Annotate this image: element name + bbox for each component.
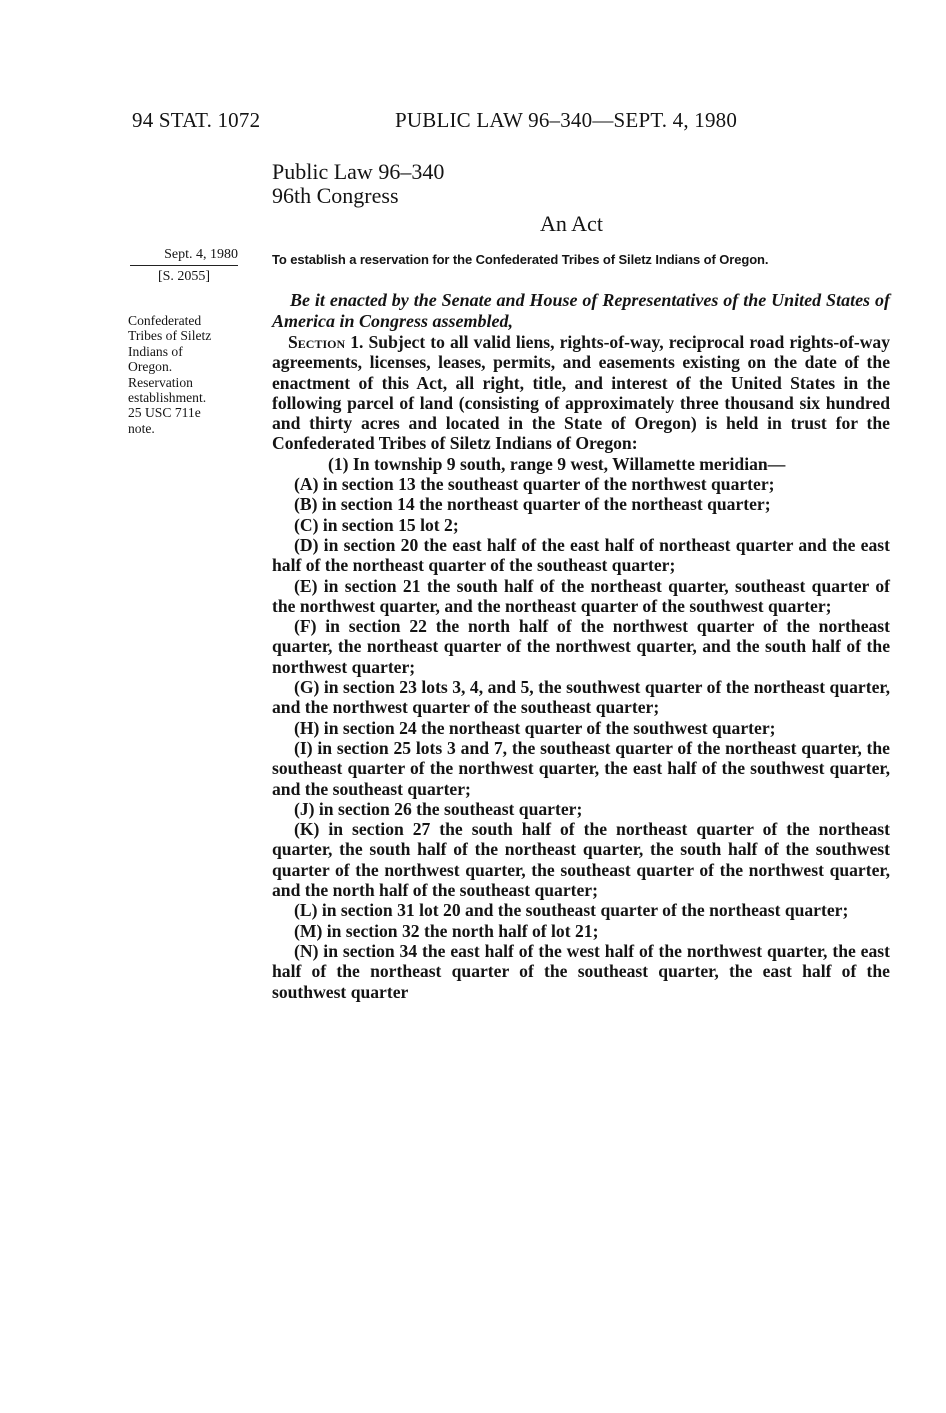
act-body: [272, 332, 890, 1002]
list-item: (K) in section 27 the south half of the northeast quarter of the northeast quarter, the south half of the northeast quarter, the south half of the southwest quarter of the northwest quarter, the southeast quarter of the northwest quarter, and the north half of the southeast quarter;: [272, 819, 890, 901]
list-item: (A) in section 13 the southeast quarter of the northwest quarter;: [294, 474, 775, 495]
statute-reference: 94 STAT. 1072: [132, 108, 261, 132]
list-item: (N) in section 34 the east half of the west half of the northwest quarter, the east half of the northeast quarter of the southeast quarter, the east half of the southwest quarter: [272, 940, 890, 1002]
margin-note: establishment.: [128, 390, 207, 406]
list-item: (J) in section 26 the southeast quarter;: [294, 798, 583, 819]
margin-notes: [128, 313, 240, 436]
list-item: (G) in section 23 lots 3, 4, and 5, the southwest quarter of the northeast quarter, and the northwest quarter of the southeast quarter;: [272, 677, 890, 718]
margin-rule: [130, 265, 238, 266]
enactment-date: Sept. 4, 1980: [164, 247, 238, 262]
margin-note: Indians of: [128, 343, 183, 359]
congress: 96th Congress: [272, 183, 399, 208]
law-number: Public Law 96–340: [272, 159, 445, 184]
list-item: (H) in section 24 the northeast quarter of the southwest quarter;: [294, 717, 776, 738]
section-1-text: 1. Subject to all valid liens, rights-of-way, reciprocal road rights-of-way agreements, licenses, leases, permits, and easements existing on the date of the enactment of this Act, all right, title, and interest of the United States in the following parcel of land (consisting of approximately three thousand six hundred and thirty acres and located in the State of Oregon) is held in trust for the Confederated Tribes of Siletz Indians of Oregon:: [272, 332, 890, 454]
margin-date-block: [130, 246, 238, 285]
list-item: (L) in section 31 lot 20 and the southeast quarter of the northeast quarter;: [294, 900, 849, 921]
list-item: (I) in section 25 lots 3 and 7, the southeast quarter of the northeast quarter, the southeast quarter of the northwest quarter, the east half of the southwest quarter, and the southeast quarter;: [272, 737, 890, 799]
list-item: (E) in section 21 the south half of the northeast quarter, southeast quarter of the northwest quarter, and the northeast quarter of the southwest quarter;: [272, 575, 890, 616]
margin-note: Oregon.: [128, 359, 173, 375]
running-title: PUBLIC LAW 96–340—SEPT. 4, 1980: [395, 108, 738, 132]
section-1: [272, 332, 890, 454]
law-title-block: [272, 160, 444, 208]
township-paragraph: (1) In township 9 south, range 9 west, Willamette meridian—: [328, 453, 786, 474]
margin-note: Confederated: [128, 313, 202, 328]
bill-number: [S. 2055]: [157, 269, 211, 284]
margin-note: note.: [128, 420, 155, 436]
act-purpose: To establish a reservation for the Confederated Tribes of Siletz Indians of Oregon.: [272, 252, 769, 267]
margin-note: 25 USC 711e: [128, 405, 201, 421]
margin-note: Reservation: [128, 374, 193, 390]
enacting-clause: Be it enacted by the Senate and House of Representatives of the United States of America in Congress assembled,: [272, 290, 890, 331]
list-item: (D) in section 20 the east half of the east half of northeast quarter and the east half of the northeast quarter of the southeast quarter;: [272, 534, 890, 576]
list-item: (B) in section 14 the northeast quarter of the northeast quarter;: [294, 494, 771, 515]
list-item: (C) in section 15 lot 2;: [294, 514, 459, 535]
margin-note: Tribes of Siletz: [128, 328, 212, 344]
section-label: Section: [288, 332, 346, 352]
list-item: (F) in section 22 the north half of the northwest quarter of the northeast quarter, the northeast quarter of the northwest quarter, and the south half of the northwest quarter;: [272, 616, 890, 677]
act-heading: An Act: [540, 211, 603, 236]
list-item: (M) in section 32 the north half of lot 21;: [294, 920, 599, 941]
